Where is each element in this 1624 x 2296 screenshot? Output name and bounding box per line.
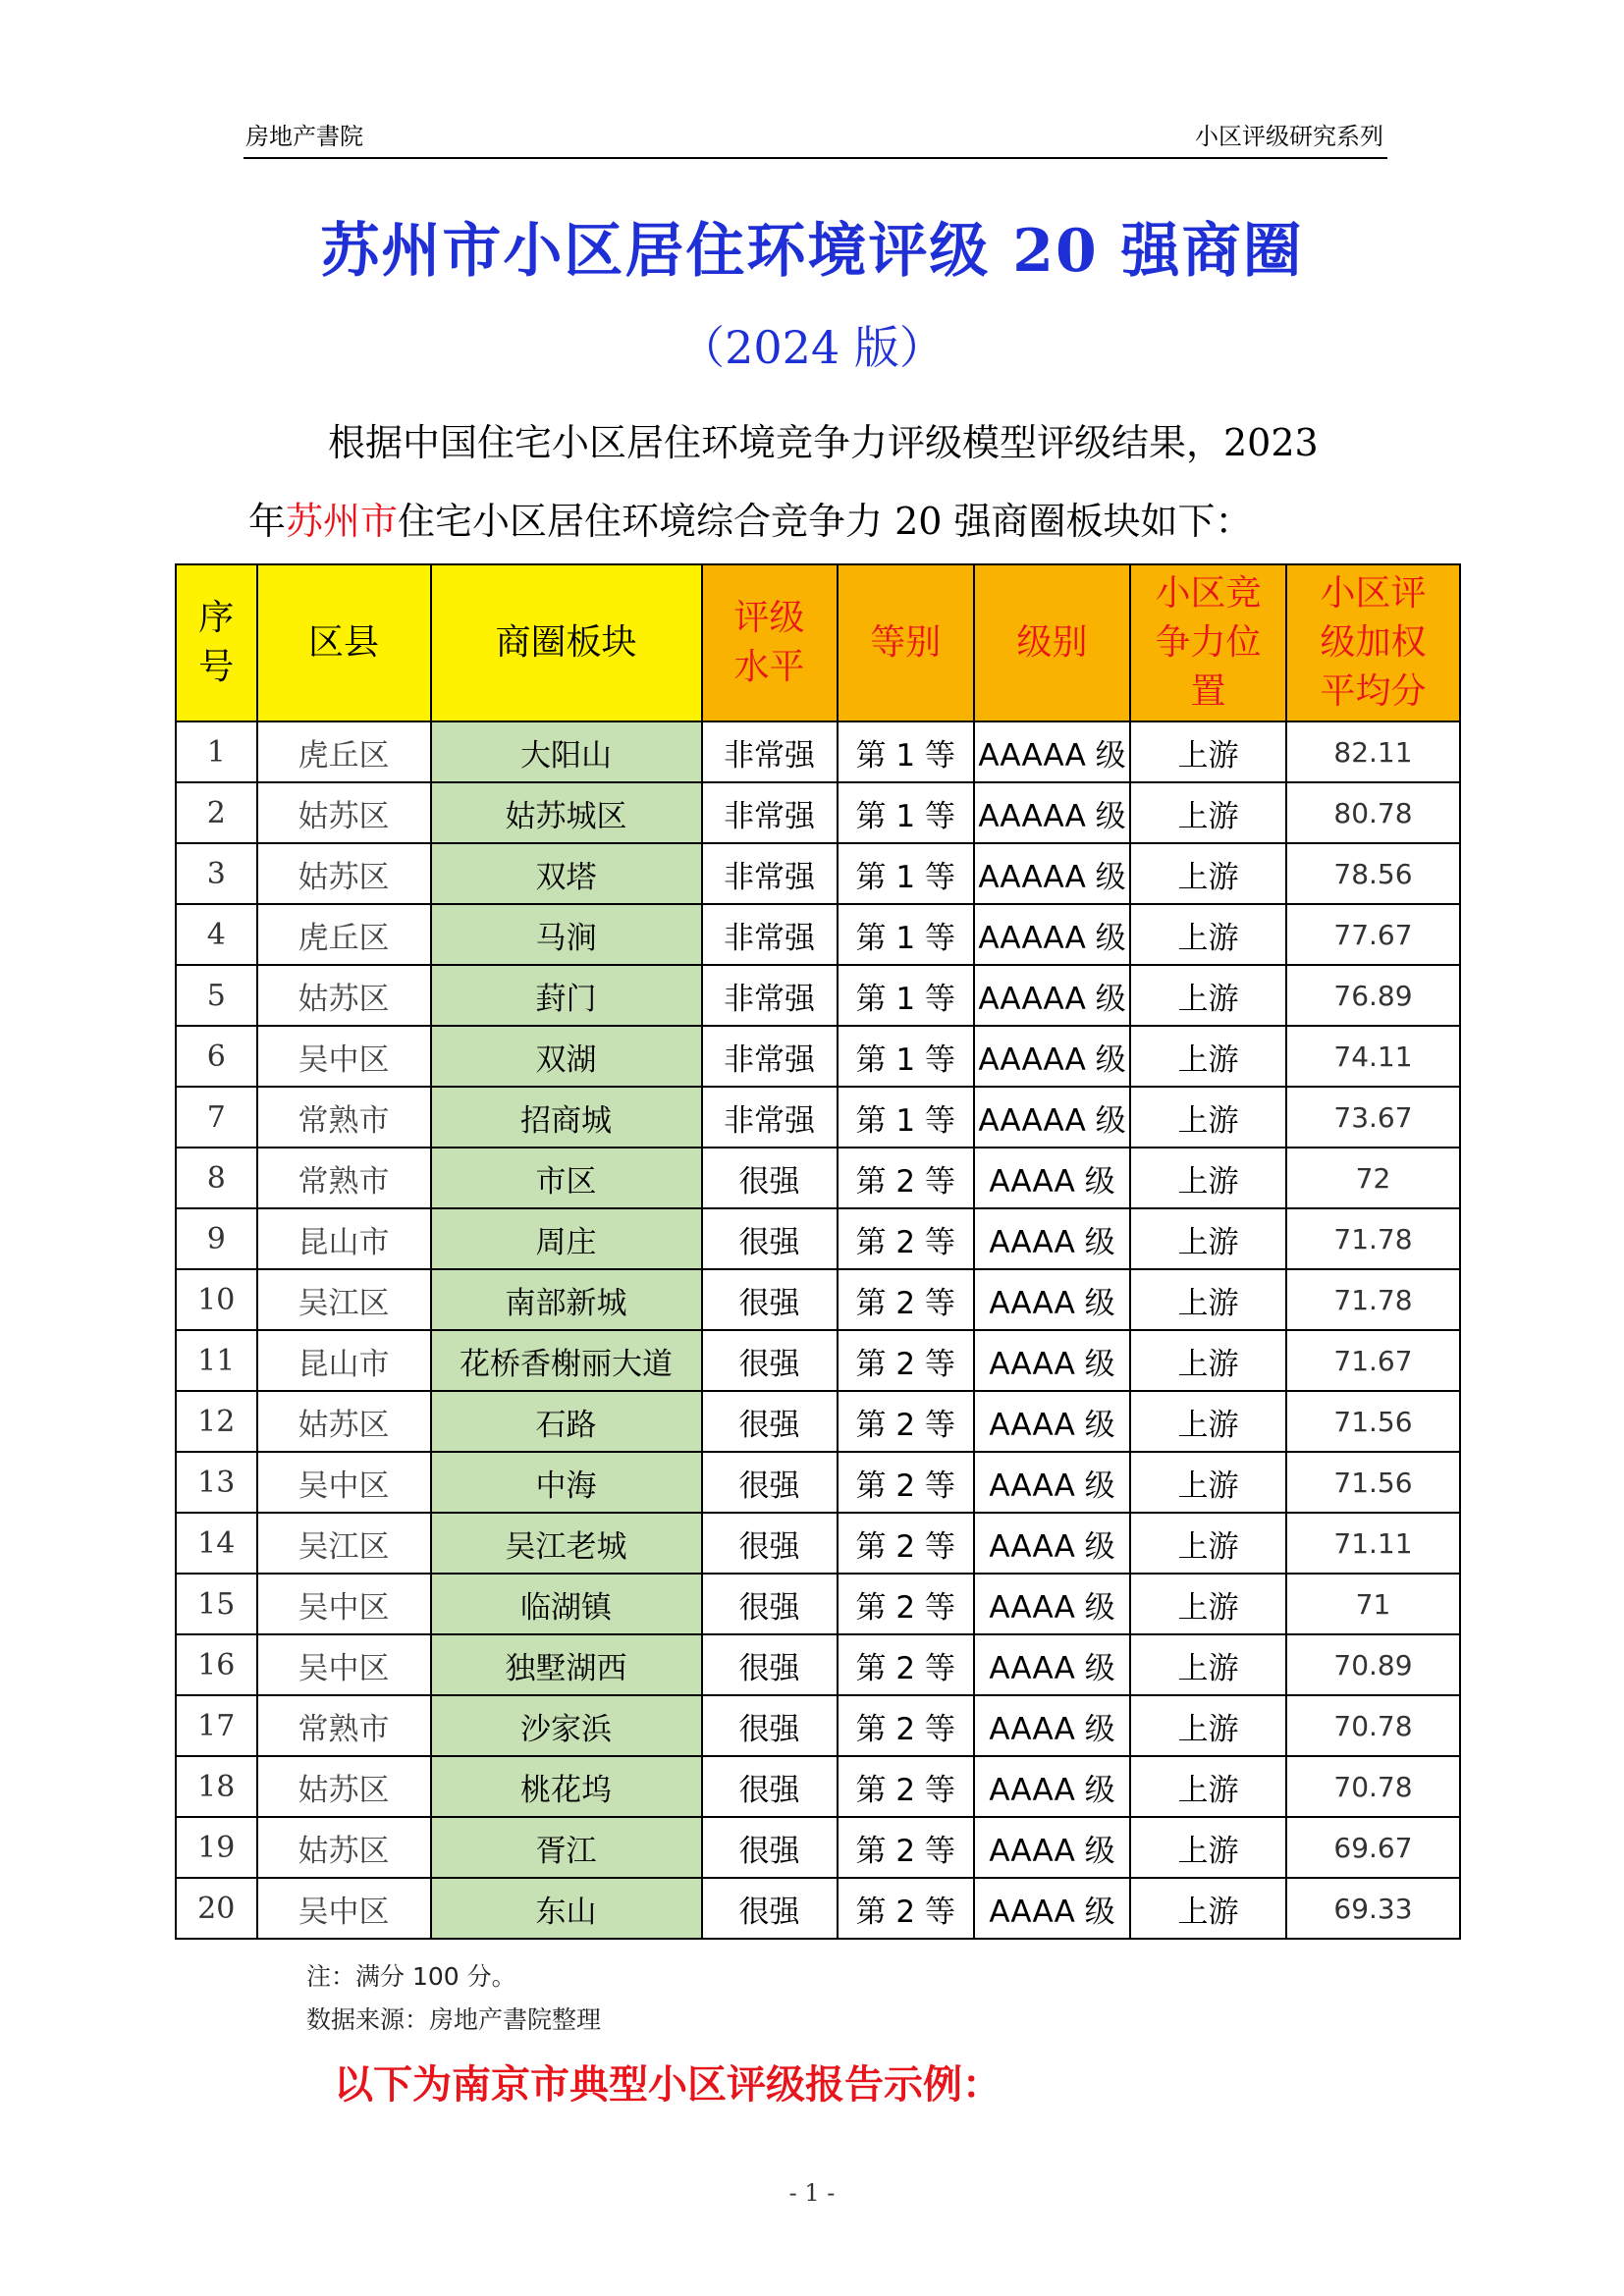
cell-district: 姑苏区	[257, 843, 431, 904]
cell-grade: 第 2 等	[838, 1817, 975, 1878]
cell-rating-level: 很强	[702, 1269, 838, 1330]
cell-rating-level: 非常强	[702, 782, 838, 843]
cell-rating-level: 很强	[702, 1391, 838, 1452]
header-text-line: 序	[198, 598, 235, 638]
cell-score: 71.56	[1286, 1452, 1460, 1513]
table-row	[176, 843, 1460, 904]
cell-grade: 第 2 等	[838, 1391, 975, 1452]
cell-block: 大阳山	[431, 721, 702, 782]
cell-index: 17	[176, 1695, 257, 1756]
table-row	[176, 1026, 1460, 1087]
cell-grade: 第 2 等	[838, 1695, 975, 1756]
document-title: 苏州市小区居住环境评级 20 强商圈	[320, 217, 1304, 286]
header-grade	[838, 564, 975, 721]
header-text-line: 等别	[870, 622, 942, 663]
cell-class: AAAA 级	[974, 1574, 1130, 1634]
cell-block: 石路	[431, 1391, 702, 1452]
document-subtitle: （2024 版）	[679, 321, 945, 374]
cell-district: 吴中区	[257, 1634, 431, 1695]
header-text-line: 评级	[733, 598, 805, 638]
cell-rating-level: 很强	[702, 1756, 838, 1817]
table-row	[176, 1634, 1460, 1695]
cell-score: 70.78	[1286, 1756, 1460, 1817]
cell-rating-level: 很强	[702, 1817, 838, 1878]
cell-index: 6	[176, 1026, 257, 1087]
cell-grade: 第 2 等	[838, 1208, 975, 1269]
cell-rating-level: 很强	[702, 1208, 838, 1269]
cell-class: AAAAA 级	[974, 904, 1130, 965]
cell-index: 12	[176, 1391, 257, 1452]
header-series: 小区评级研究系列	[1195, 123, 1383, 150]
cell-score: 80.78	[1286, 782, 1460, 843]
cell-index: 8	[176, 1148, 257, 1208]
header-district	[257, 564, 431, 721]
header-text-line: 争力位	[1155, 622, 1262, 663]
cell-score: 69.33	[1286, 1878, 1460, 1939]
cell-rating-level: 很强	[702, 1330, 838, 1391]
header-index	[176, 564, 257, 721]
cell-district: 虎丘区	[257, 904, 431, 965]
cell-position: 上游	[1130, 1695, 1286, 1756]
cell-grade: 第 2 等	[838, 1634, 975, 1695]
table-row	[176, 1756, 1460, 1817]
ranking-table	[175, 563, 1461, 1940]
cell-score: 71.78	[1286, 1269, 1460, 1330]
cell-index: 10	[176, 1269, 257, 1330]
cell-grade: 第 1 等	[838, 904, 975, 965]
cell-block: 双湖	[431, 1026, 702, 1087]
cell-score: 70.89	[1286, 1634, 1460, 1695]
cell-class: AAAA 级	[974, 1695, 1130, 1756]
cell-index: 11	[176, 1330, 257, 1391]
header-text-line: 号	[198, 647, 235, 687]
cell-class: AAAAA 级	[974, 965, 1130, 1026]
cell-grade: 第 1 等	[838, 965, 975, 1026]
cell-score: 82.11	[1286, 721, 1460, 782]
cell-position: 上游	[1130, 1756, 1286, 1817]
table-row	[176, 965, 1460, 1026]
cell-grade: 第 2 等	[838, 1330, 975, 1391]
cell-grade: 第 1 等	[838, 843, 975, 904]
cell-district: 姑苏区	[257, 965, 431, 1026]
cell-grade: 第 2 等	[838, 1452, 975, 1513]
cell-position: 上游	[1130, 1878, 1286, 1939]
cell-position: 上游	[1130, 843, 1286, 904]
cell-grade: 第 1 等	[838, 1087, 975, 1148]
cell-district: 吴中区	[257, 1452, 431, 1513]
cell-block: 临湖镇	[431, 1574, 702, 1634]
table-row	[176, 904, 1460, 965]
cell-index: 16	[176, 1634, 257, 1695]
cell-class: AAAA 级	[974, 1878, 1130, 1939]
table-row	[176, 1208, 1460, 1269]
cell-index: 15	[176, 1574, 257, 1634]
cell-rating-level: 非常强	[702, 843, 838, 904]
cell-score: 74.11	[1286, 1026, 1460, 1087]
cell-position: 上游	[1130, 1026, 1286, 1087]
cell-class: AAAA 级	[974, 1817, 1130, 1878]
cell-position: 上游	[1130, 1269, 1286, 1330]
header-rating-level	[702, 564, 838, 721]
cell-score: 71.11	[1286, 1513, 1460, 1574]
cell-class: AAAA 级	[974, 1452, 1130, 1513]
cell-score: 71.56	[1286, 1391, 1460, 1452]
cell-rating-level: 非常强	[702, 1087, 838, 1148]
cell-index: 13	[176, 1452, 257, 1513]
cell-position: 上游	[1130, 1817, 1286, 1878]
cell-position: 上游	[1130, 965, 1286, 1026]
cell-block: 周庄	[431, 1208, 702, 1269]
cell-score: 70.78	[1286, 1695, 1460, 1756]
cell-district: 吴中区	[257, 1878, 431, 1939]
cell-score: 71.67	[1286, 1330, 1460, 1391]
cell-rating-level: 很强	[702, 1634, 838, 1695]
header-class	[974, 564, 1130, 721]
cell-position: 上游	[1130, 1634, 1286, 1695]
cell-class: AAAA 级	[974, 1208, 1130, 1269]
cell-class: AAAA 级	[974, 1756, 1130, 1817]
cell-district: 姑苏区	[257, 1817, 431, 1878]
cell-score: 77.67	[1286, 904, 1460, 965]
cell-class: AAAA 级	[974, 1330, 1130, 1391]
header-text-line: 小区竞	[1155, 573, 1262, 614]
cell-district: 虎丘区	[257, 721, 431, 782]
page-number: - 1 -	[788, 2179, 836, 2207]
table-body	[176, 721, 1460, 1939]
header-text-line: 置	[1190, 671, 1226, 712]
cell-district: 常熟市	[257, 1695, 431, 1756]
cell-grade: 第 2 等	[838, 1756, 975, 1817]
cell-district: 吴中区	[257, 1574, 431, 1634]
cell-class: AAAAA 级	[974, 721, 1130, 782]
cell-grade: 第 2 等	[838, 1878, 975, 1939]
cell-index: 4	[176, 904, 257, 965]
table-row	[176, 1391, 1460, 1452]
cell-index: 14	[176, 1513, 257, 1574]
cell-block: 市区	[431, 1148, 702, 1208]
cell-block: 桃花坞	[431, 1756, 702, 1817]
table-row	[176, 1087, 1460, 1148]
cell-class: AAAA 级	[974, 1148, 1130, 1208]
cell-district: 姑苏区	[257, 1391, 431, 1452]
cell-rating-level: 非常强	[702, 1026, 838, 1087]
table-row	[176, 1574, 1460, 1634]
cell-index: 19	[176, 1817, 257, 1878]
cell-position: 上游	[1130, 782, 1286, 843]
cell-block: 花桥香榭丽大道	[431, 1330, 702, 1391]
header-text-line: 级加权	[1320, 622, 1427, 663]
cell-position: 上游	[1130, 1087, 1286, 1148]
cell-position: 上游	[1130, 1330, 1286, 1391]
cell-district: 姑苏区	[257, 1756, 431, 1817]
score-note: 注：满分 100 分。	[306, 1962, 516, 1991]
cell-rating-level: 很强	[702, 1452, 838, 1513]
table-row	[176, 1878, 1460, 1939]
cell-score: 76.89	[1286, 965, 1460, 1026]
cell-class: AAAAA 级	[974, 1087, 1130, 1148]
cell-grade: 第 1 等	[838, 782, 975, 843]
cell-grade: 第 2 等	[838, 1574, 975, 1634]
cell-block: 东山	[431, 1878, 702, 1939]
header-text-line: 小区评	[1320, 573, 1427, 614]
cell-score: 71	[1286, 1574, 1460, 1634]
header-publisher: 房地产書院	[245, 123, 363, 150]
cell-block: 中海	[431, 1452, 702, 1513]
cell-score: 72	[1286, 1148, 1460, 1208]
cell-position: 上游	[1130, 1452, 1286, 1513]
header-block	[431, 564, 702, 721]
cell-block: 吴江老城	[431, 1513, 702, 1574]
cell-position: 上游	[1130, 904, 1286, 965]
cell-block: 双塔	[431, 843, 702, 904]
cell-grade: 第 1 等	[838, 721, 975, 782]
intro-prefix: 年	[248, 500, 287, 543]
cell-position: 上游	[1130, 1391, 1286, 1452]
cell-class: AAAAA 级	[974, 843, 1130, 904]
cell-grade: 第 1 等	[838, 1026, 975, 1087]
cell-district: 吴江区	[257, 1513, 431, 1574]
header-text-line: 水平	[733, 647, 805, 687]
cell-rating-level: 非常强	[702, 965, 838, 1026]
table-row	[176, 721, 1460, 782]
cell-class: AAAAA 级	[974, 782, 1130, 843]
cell-district: 常熟市	[257, 1087, 431, 1148]
table-row	[176, 1148, 1460, 1208]
cell-block: 胥江	[431, 1817, 702, 1878]
page-header	[244, 116, 1387, 159]
intro-city: 苏州市	[286, 500, 399, 543]
cell-class: AAAA 级	[974, 1391, 1130, 1452]
cell-block: 姑苏城区	[431, 782, 702, 843]
cell-index: 20	[176, 1878, 257, 1939]
table-header-row	[176, 564, 1460, 721]
header-score	[1286, 564, 1460, 721]
table-row	[176, 1452, 1460, 1513]
cell-score: 78.56	[1286, 843, 1460, 904]
intro-line-1: 根据中国住宅小区居住环境竞争力评级模型评级结果，2023	[328, 421, 1319, 464]
cell-district: 昆山市	[257, 1330, 431, 1391]
cell-class: AAAA 级	[974, 1634, 1130, 1695]
cell-rating-level: 很强	[702, 1878, 838, 1939]
cell-rating-level: 非常强	[702, 904, 838, 965]
cell-class: AAAAA 级	[974, 1026, 1130, 1087]
cell-rating-level: 很强	[702, 1695, 838, 1756]
cell-grade: 第 2 等	[838, 1513, 975, 1574]
cell-position: 上游	[1130, 1574, 1286, 1634]
table-row	[176, 1695, 1460, 1756]
cell-district: 吴中区	[257, 1026, 431, 1087]
header-text-line: 商圈板块	[495, 622, 637, 663]
cell-district: 常熟市	[257, 1148, 431, 1208]
cell-index: 2	[176, 782, 257, 843]
intro-line-2	[248, 491, 1253, 545]
cell-index: 7	[176, 1087, 257, 1148]
cell-rating-level: 很强	[702, 1574, 838, 1634]
header-text-line: 级别	[1016, 622, 1088, 663]
cell-class: AAAA 级	[974, 1513, 1130, 1574]
cell-grade: 第 2 等	[838, 1148, 975, 1208]
cell-block: 葑门	[431, 965, 702, 1026]
cell-score: 71.78	[1286, 1208, 1460, 1269]
cell-position: 上游	[1130, 1513, 1286, 1574]
cell-index: 18	[176, 1756, 257, 1817]
cell-score: 69.67	[1286, 1817, 1460, 1878]
cell-position: 上游	[1130, 721, 1286, 782]
cell-index: 5	[176, 965, 257, 1026]
cell-rating-level: 非常强	[702, 721, 838, 782]
table-row	[176, 1513, 1460, 1574]
cell-grade: 第 2 等	[838, 1269, 975, 1330]
intro-suffix: 住宅小区居住环境综合竞争力 20 强商圈板块如下：	[398, 500, 1253, 543]
table-row	[176, 1330, 1460, 1391]
cell-block: 南部新城	[431, 1269, 702, 1330]
cell-block: 马涧	[431, 904, 702, 965]
data-source-note: 数据来源：房地产書院整理	[306, 2005, 602, 2034]
cell-district: 昆山市	[257, 1208, 431, 1269]
example-heading: 以下为南京市典型小区评级报告示例：	[334, 2061, 1001, 2108]
cell-index: 9	[176, 1208, 257, 1269]
cell-district: 姑苏区	[257, 782, 431, 843]
cell-score: 73.67	[1286, 1087, 1460, 1148]
cell-position: 上游	[1130, 1208, 1286, 1269]
header-text-line: 区县	[307, 622, 379, 663]
table-row	[176, 1817, 1460, 1878]
cell-block: 沙家浜	[431, 1695, 702, 1756]
cell-block: 独墅湖西	[431, 1634, 702, 1695]
header-position	[1130, 564, 1286, 721]
cell-position: 上游	[1130, 1148, 1286, 1208]
cell-class: AAAA 级	[974, 1269, 1130, 1330]
cell-block: 招商城	[431, 1087, 702, 1148]
cell-district: 吴江区	[257, 1269, 431, 1330]
table-row	[176, 1269, 1460, 1330]
table-row	[176, 782, 1460, 843]
cell-rating-level: 很强	[702, 1148, 838, 1208]
cell-rating-level: 很强	[702, 1513, 838, 1574]
header-text-line: 平均分	[1320, 671, 1427, 712]
cell-index: 1	[176, 721, 257, 782]
cell-index: 3	[176, 843, 257, 904]
